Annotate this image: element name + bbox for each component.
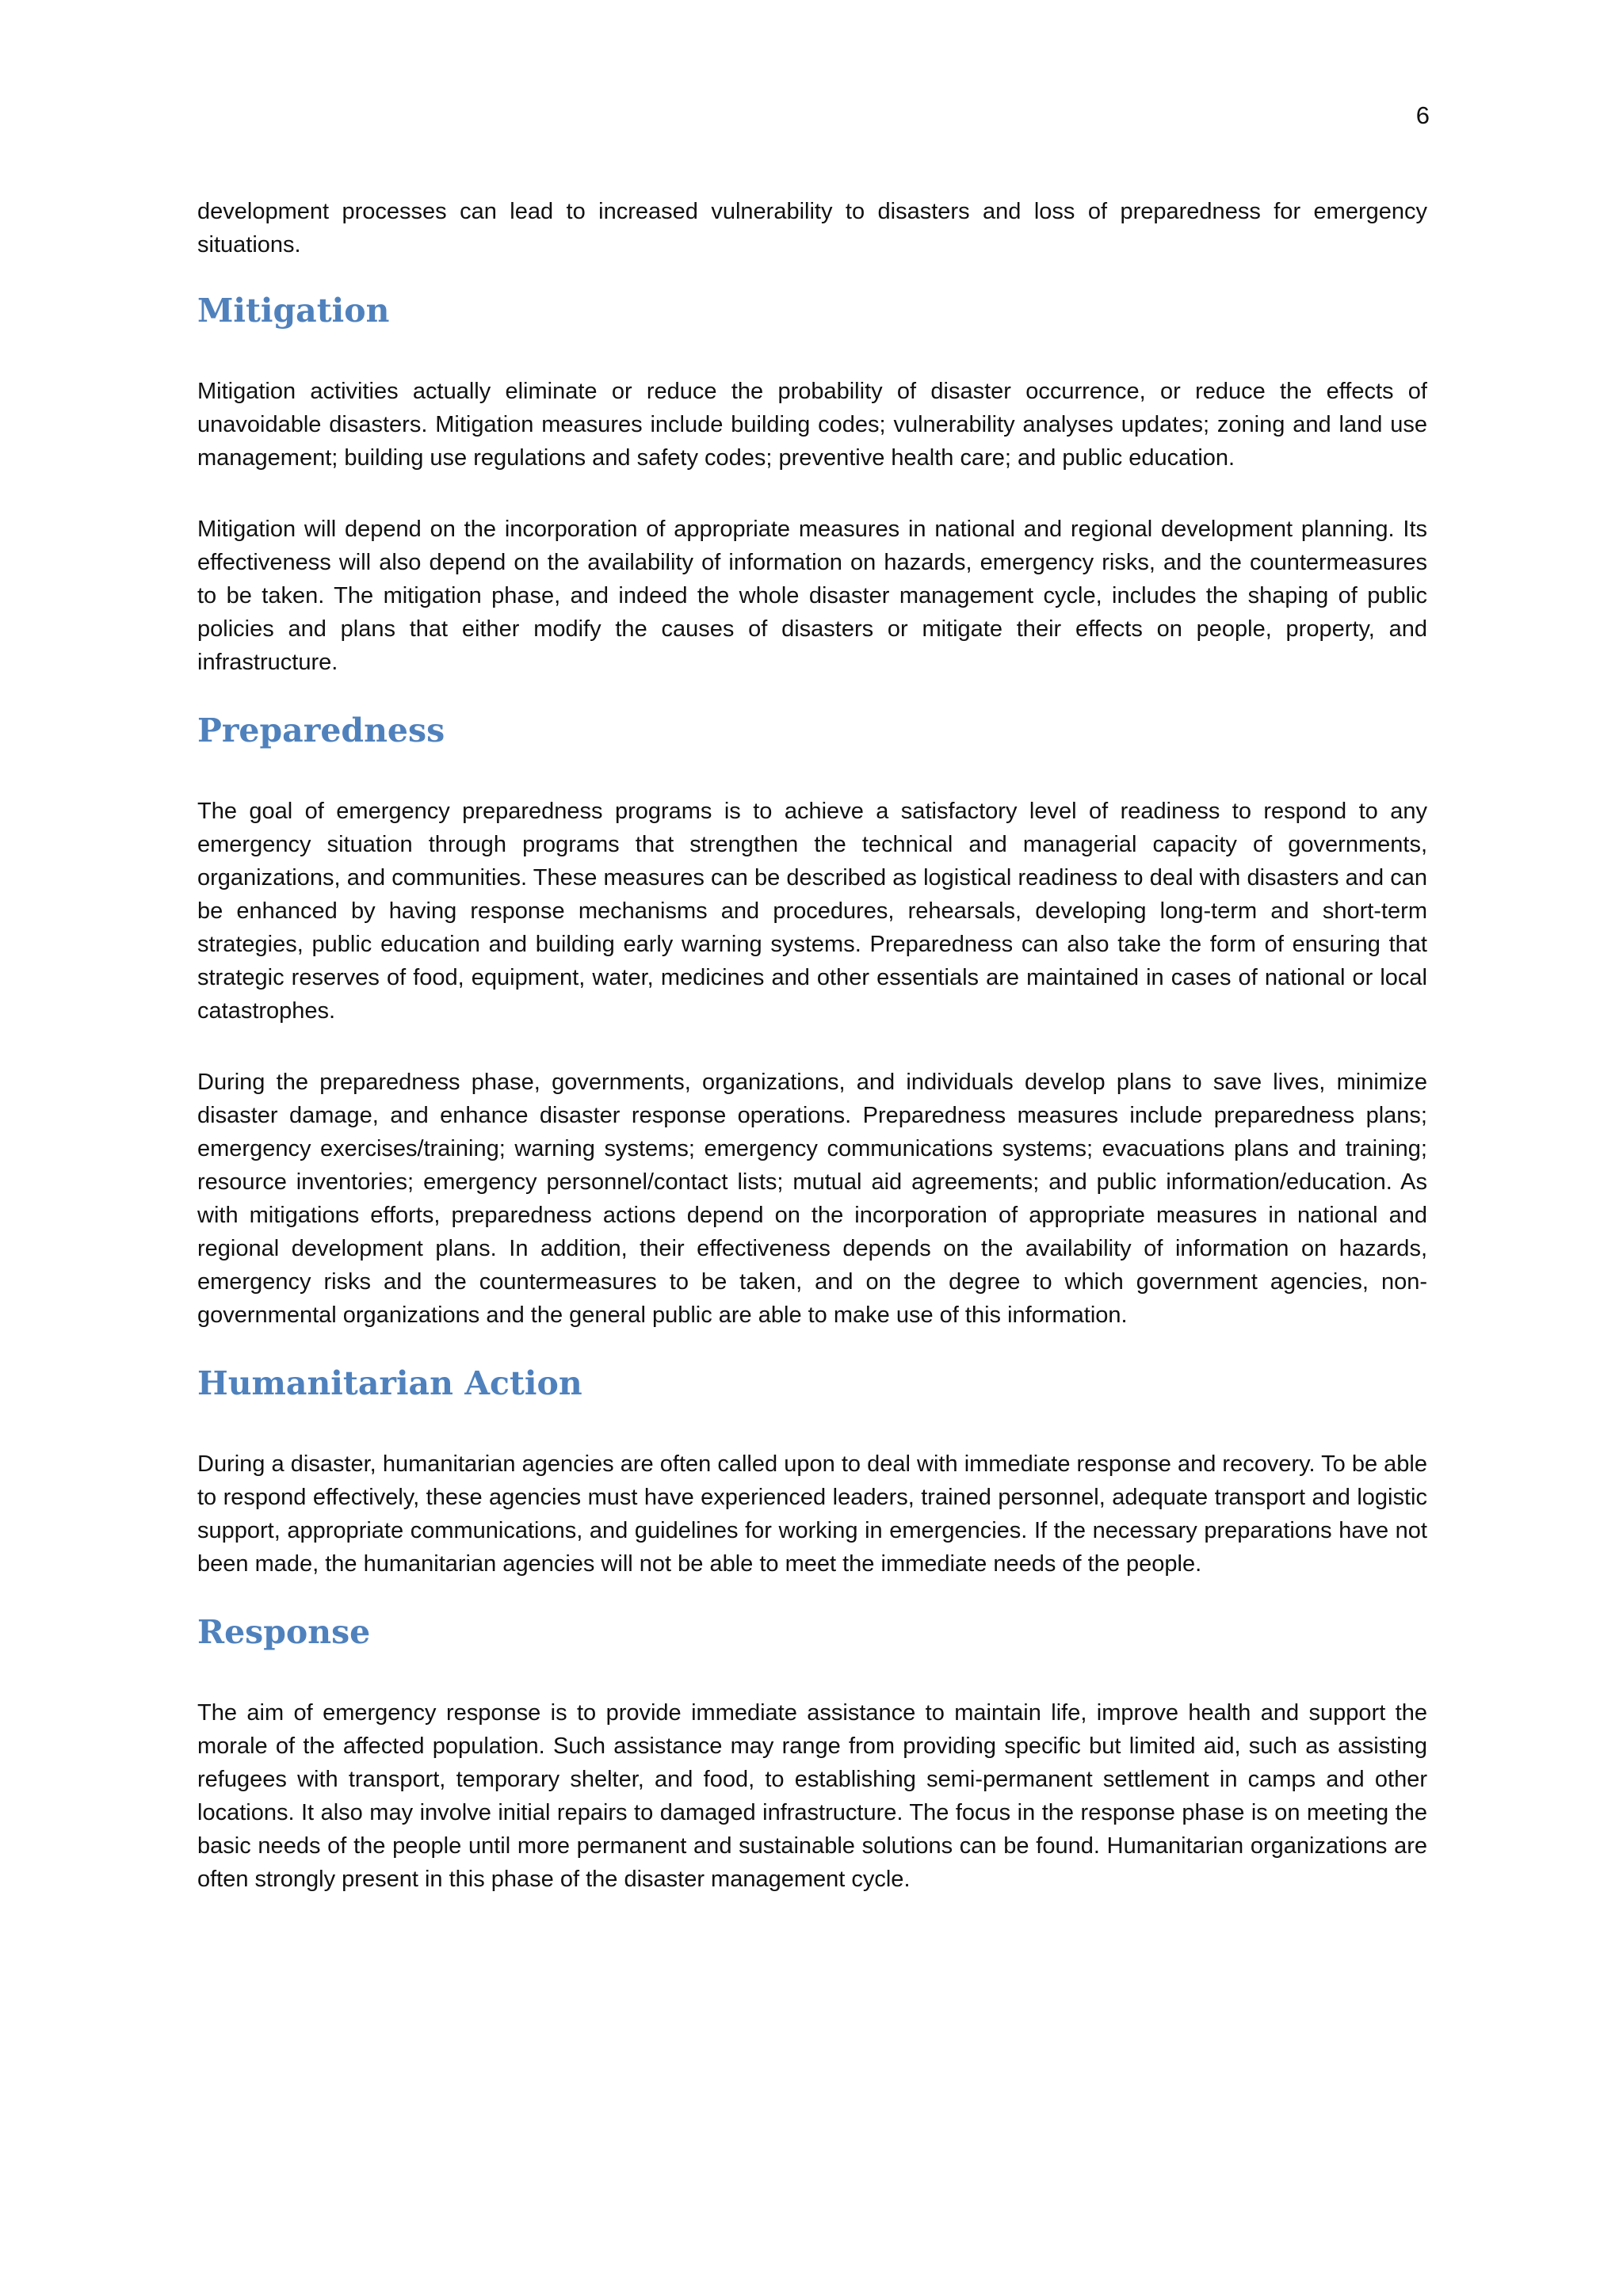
intro-paragraph: development processes can lead to increased vulnerability to disasters and loss of preparedness for emergency situations. [197,199,1427,257]
section-humanitarian-action [197,1360,1427,1581]
section-heading-response: Response [197,1613,371,1651]
section-response [197,1609,1427,1896]
humanitarian-action-paragraph-1: During a disaster, humanitarian agencies are often called upon to deal with immediate response and recovery. To be able to respond effectively, these agencies must have experienced leaders, trained personnel, adequate transport and logistic support, appropriate communications, and guidelines for working in emergencies. If the necessary preparations have not been made, the humanitarian agencies will not be able to meet the immediate needs of the people. [197,1451,1427,1577]
section-mitigation [197,288,1427,679]
section-heading-preparedness: Preparedness [197,711,445,749]
document-body [197,195,1427,1896]
mitigation-paragraph-2: Mitigation will depend on the incorporation of appropriate measures in national and regional development planning. Its effectiveness will also depend on the availability of information on hazards, emergency risks, and the countermeasures to be taken. The mitigation phase, and indeed the whole disaster management cycle, includes the shaping of public policies and plans that either modify the causes of disasters or mitigate their effects on people, property, and infrastructure. [197,517,1427,675]
preparedness-paragraph-1: The goal of emergency preparedness programs is to achieve a satisfactory level of readiness to respond to any emergency situation through programs that strengthen the technical and managerial capacity of governments, organizations, and communities. These measures can be described as logistical readiness to deal with disasters and can be enhanced by having response mechanisms and procedures, rehearsals, developing long-term and short-term strategies, public education and building early warning systems. Preparedness can also take the form of ensuring that strategic reserves of food, equipment, water, medicines and other essentials are maintained in cases of national or local catastrophes. [197,799,1427,1024]
preparedness-paragraph-2: During the preparedness phase, governments, organizations, and individuals develop plans to save lives, minimize disaster damage, and enhance disaster response operations. Preparedness measures include preparedness plans; emergency exercises/training; warning systems; emergency communications systems; evacuations plans and training; resource inventories; emergency personnel/contact lists; mutual aid agreements; and public information/education. As with mitigations efforts, preparedness actions depend on the incorporation of appropriate measures in national and regional development plans. In addition, their effectiveness depends on the availability of information on hazards, emergency risks and the countermeasures to be taken, and on the degree to which government agencies, non-governmental organizations and the general public are able to make use of this information. [197,1070,1427,1328]
section-preparedness [197,707,1427,1332]
response-paragraph-1: The aim of emergency response is to provide immediate assistance to maintain life, improve health and support the morale of the affected population. Such assistance may range from providing specific but limited aid, such as assisting refugees with transport, temporary shelter, and food, to establishing semi-permanent settlement in camps and other locations. It also may involve initial repairs to damaged infrastructure. The focus in the response phase is on meeting the basic needs of the people until more permanent and sustainable solutions can be found. Humanitarian organizations are often strongly present in this phase of the disaster management cycle. [197,1700,1427,1892]
mitigation-paragraph-1: Mitigation activities actually eliminate or reduce the probability of disaster occurrence, or reduce the effects of unavoidable disasters. Mitigation measures include building codes; vulnerability analyses updates; zoning and land use management; building use regulations and safety codes; preventive health care; and public education. [197,379,1427,471]
section-heading-mitigation: Mitigation [197,292,390,330]
section-heading-humanitarian-action: Humanitarian Action [197,1364,582,1402]
page-number: 6 [1415,101,1430,129]
